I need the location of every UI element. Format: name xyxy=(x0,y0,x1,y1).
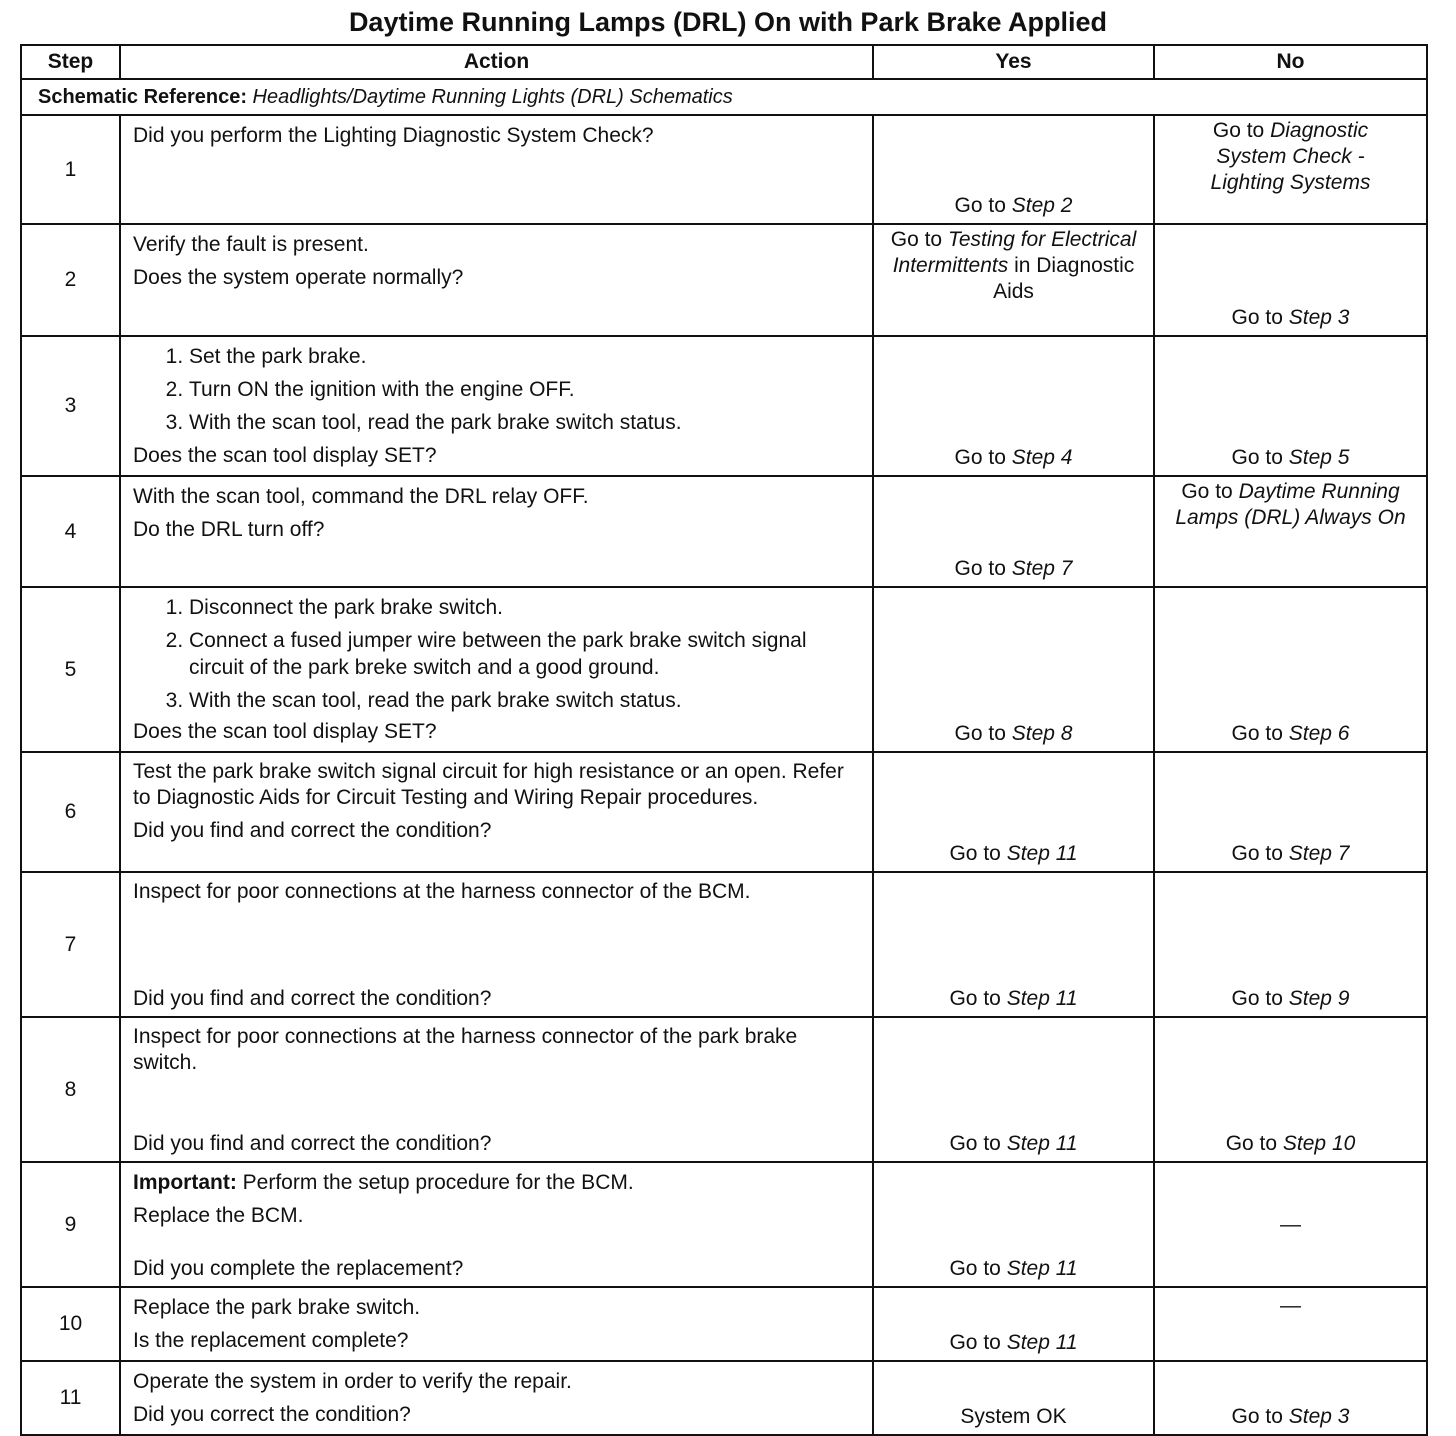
step-number: 10 xyxy=(21,1287,120,1361)
action-list-item: 3. With the scan tool, read the park brake switch status. xyxy=(189,409,862,436)
no-goto[interactable]: Go to Step 10 xyxy=(1225,1132,1356,1155)
header-action: Action xyxy=(120,45,873,79)
table-row xyxy=(21,115,1427,224)
yes-goto[interactable]: Go to Testing for Electrical Intermittents in Diagnostic Aids xyxy=(890,228,1137,303)
yes-cell xyxy=(873,1162,1154,1287)
no-cell xyxy=(1154,587,1427,752)
yes-goto[interactable]: Go to Step 11 xyxy=(949,1257,1078,1280)
no-goto[interactable]: Go to Step 7 xyxy=(1231,842,1350,865)
important-note xyxy=(133,1169,862,1196)
no-goto[interactable]: Go to Step 6 xyxy=(1231,722,1350,745)
yes-cell xyxy=(873,476,1154,587)
action-question: Do the DRL turn off? xyxy=(133,518,325,541)
action-question: Did you find and correct the condition? xyxy=(133,987,492,1010)
action-line: Verify the fault is present. xyxy=(133,233,369,256)
header-yes: Yes xyxy=(873,45,1154,79)
schematic-reference-row xyxy=(21,79,1427,115)
no-cell xyxy=(1154,476,1427,587)
no-cell xyxy=(1154,1287,1427,1361)
action-line: Replace the park brake switch. xyxy=(133,1296,421,1319)
yes-goto[interactable]: Go to Step 11 xyxy=(949,842,1078,865)
no-cell xyxy=(1154,1017,1427,1162)
action-list xyxy=(133,594,862,714)
important-label: Important: xyxy=(133,1171,237,1194)
yes-goto[interactable]: Go to Step 4 xyxy=(954,446,1073,469)
action-question: Does the scan tool display SET? xyxy=(133,444,437,467)
table-row xyxy=(21,752,1427,872)
no-cell xyxy=(1154,872,1427,1017)
table-row xyxy=(21,1162,1427,1287)
no-cell xyxy=(1154,1361,1427,1435)
no-goto[interactable]: Go to Step 9 xyxy=(1231,987,1350,1010)
yes-goto[interactable]: Go to Step 7 xyxy=(954,557,1073,580)
table-row xyxy=(21,1361,1427,1435)
yes-goto[interactable]: Go to Step 11 xyxy=(949,1132,1078,1155)
action-cell xyxy=(120,336,873,476)
yes-cell xyxy=(873,1287,1154,1361)
action-text: Inspect for poor connections at the harness connector of the park brake switch. xyxy=(133,1025,798,1074)
no-dash: — xyxy=(1280,1213,1301,1236)
action-list-item: 2. Connect a fused jumper wire between the park brake switch signal circuit of the park breke switch and a good ground. xyxy=(189,627,862,681)
table-row xyxy=(21,872,1427,1017)
action-cell xyxy=(120,224,873,336)
no-goto[interactable]: Go to Diagnostic System Check - Lighting Systems xyxy=(1210,119,1371,194)
action-cell xyxy=(120,587,873,752)
action-cell xyxy=(120,752,873,872)
step-number: 5 xyxy=(21,587,120,752)
step-number: 7 xyxy=(21,872,120,1017)
schematic-reference xyxy=(21,79,1427,115)
step-number: 2 xyxy=(21,224,120,336)
action-cell xyxy=(120,1361,873,1435)
no-goto[interactable]: Go to Step 5 xyxy=(1231,446,1350,469)
action-question: Did you complete the replacement? xyxy=(133,1257,464,1280)
action-question: Does the system operate normally? xyxy=(133,266,464,289)
action-cell xyxy=(120,872,873,1017)
step-number: 4 xyxy=(21,476,120,587)
action-list xyxy=(133,343,862,436)
action-list-item: 2. Turn ON the ignition with the engine OFF. xyxy=(189,376,862,403)
step-number: 1 xyxy=(21,115,120,224)
no-cell xyxy=(1154,115,1427,224)
action-list-item: 1. Set the park brake. xyxy=(189,343,862,370)
yes-cell xyxy=(873,587,1154,752)
yes-goto[interactable]: Go to Step 11 xyxy=(949,1331,1078,1354)
yes-goto[interactable]: Go to Step 8 xyxy=(954,722,1073,745)
important-text: Perform the setup procedure for the BCM. xyxy=(242,1171,634,1194)
action-text: Test the park brake switch signal circuit for high resistance or an open. Refer to Diagnostic Aids for Circuit Testing and Wiring Repair procedures. xyxy=(133,760,844,809)
step-number: 6 xyxy=(21,752,120,872)
no-cell xyxy=(1154,752,1427,872)
yes-result: System OK xyxy=(960,1405,1067,1428)
no-dash: — xyxy=(1280,1294,1301,1317)
no-goto[interactable]: Go to Step 3 xyxy=(1231,306,1350,329)
yes-cell xyxy=(873,1017,1154,1162)
action-cell xyxy=(120,1017,873,1162)
action-question: Did you correct the condition? xyxy=(133,1403,411,1426)
action-question: Is the replacement complete? xyxy=(133,1329,409,1352)
table-row xyxy=(21,1017,1427,1162)
action-line: Replace the BCM. xyxy=(133,1204,304,1227)
table-row xyxy=(21,1287,1427,1361)
action-question: Did you find and correct the condition? xyxy=(133,819,492,842)
step-number: 3 xyxy=(21,336,120,476)
yes-goto[interactable]: Go to Step 11 xyxy=(949,987,1078,1010)
action-cell xyxy=(120,1287,873,1361)
header-no: No xyxy=(1154,45,1427,79)
header-row xyxy=(21,45,1427,79)
no-cell xyxy=(1154,1162,1427,1287)
yes-cell xyxy=(873,336,1154,476)
header-step: Step xyxy=(21,45,120,79)
yes-goto[interactable]: Go to Step 2 xyxy=(954,194,1073,217)
action-text: Inspect for poor connections at the harness connector of the BCM. xyxy=(133,880,751,903)
action-cell xyxy=(120,1162,873,1287)
yes-cell xyxy=(873,1361,1154,1435)
no-goto[interactable]: Go to Step 3 xyxy=(1231,1405,1350,1428)
action-list-item: 3. With the scan tool, read the park brake switch status. xyxy=(189,687,862,714)
schematic-reference-link[interactable]: Headlights/Daytime Running Lights (DRL) Schematics xyxy=(252,85,733,108)
no-cell xyxy=(1154,336,1427,476)
yes-cell xyxy=(873,752,1154,872)
no-goto[interactable]: Go to Daytime Running Lamps (DRL) Always On xyxy=(1175,480,1406,529)
table-row xyxy=(21,336,1427,476)
page-title: Daytime Running Lamps (DRL) On with Park Brake Applied xyxy=(348,7,1108,37)
step-number: 11 xyxy=(21,1361,120,1435)
no-cell xyxy=(1154,224,1427,336)
action-list-item: 1. Disconnect the park brake switch. xyxy=(189,594,862,621)
table-row xyxy=(21,476,1427,587)
action-cell xyxy=(120,115,873,224)
yes-cell xyxy=(873,224,1154,336)
table-row xyxy=(21,224,1427,336)
action-line: Operate the system in order to verify the repair. xyxy=(133,1370,572,1393)
action-question: Does the scan tool display SET? xyxy=(133,720,437,743)
diagnostic-table xyxy=(20,44,1428,1436)
step-number: 9 xyxy=(21,1162,120,1287)
yes-cell xyxy=(873,872,1154,1017)
step-number: 8 xyxy=(21,1017,120,1162)
action-question: Did you find and correct the condition? xyxy=(133,1132,492,1155)
schematic-reference-label: Schematic Reference: xyxy=(38,85,247,108)
table-row xyxy=(21,587,1427,752)
action-cell xyxy=(120,476,873,587)
action-line: Did you perform the Lighting Diagnostic System Check? xyxy=(133,124,654,147)
yes-cell xyxy=(873,115,1154,224)
action-line: With the scan tool, command the DRL relay OFF. xyxy=(133,485,589,508)
